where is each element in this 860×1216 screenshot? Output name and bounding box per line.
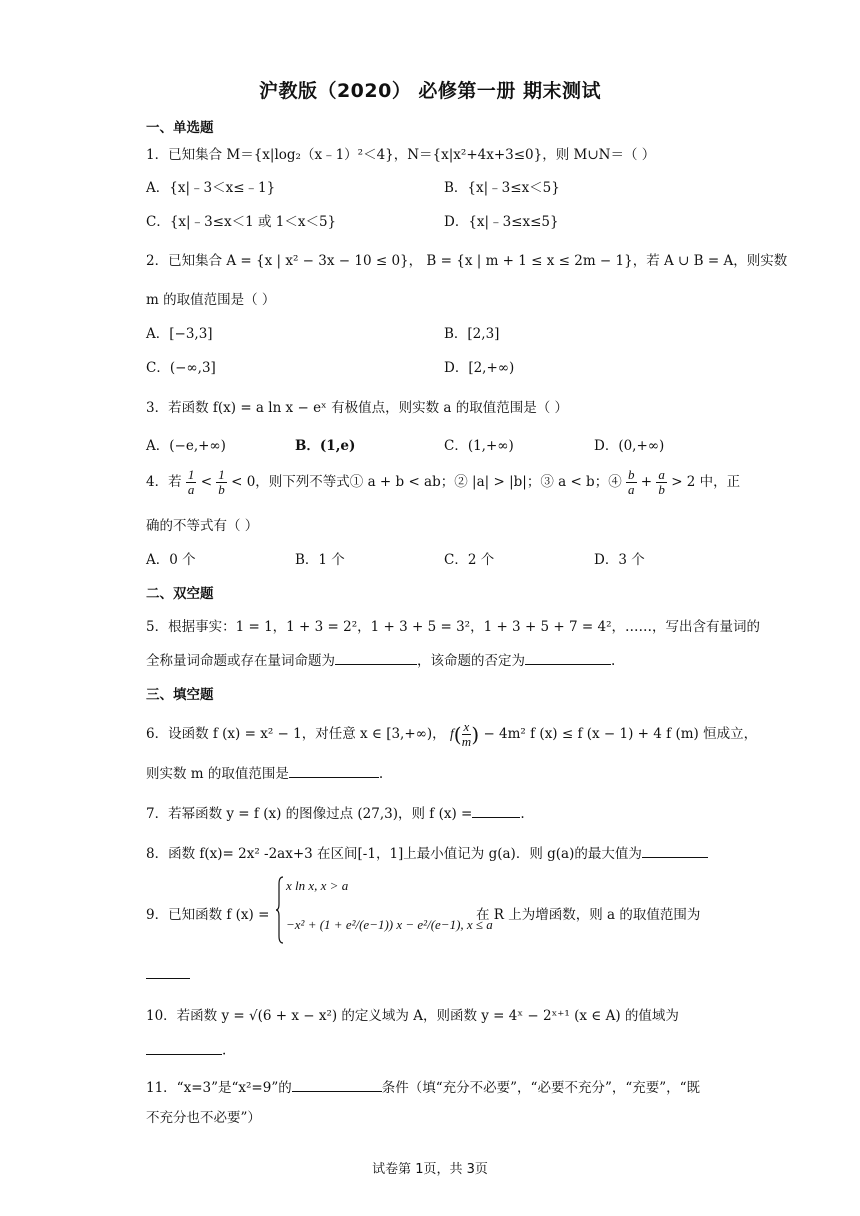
fraction-denominator: a bbox=[187, 482, 195, 497]
question-4-option-c: C．2 个 bbox=[444, 552, 495, 568]
section-heading-single-choice: 一、单选题 bbox=[146, 120, 214, 136]
page-title: 沪教版（2020） 必修第一册 期末测试 bbox=[258, 80, 602, 102]
piecewise-row-2: −x² + (1 + e²/(e−1)) x − e²/(e−1), x ≤ a bbox=[286, 917, 493, 932]
fraction-a-over-b bbox=[656, 468, 667, 497]
question-9-suffix: 在 R 上为增函数，则 a 的取值范围为 bbox=[476, 907, 701, 923]
question-5-text-b: ，该命题的否定为 bbox=[417, 653, 525, 669]
question-4-option-a: A．0 个 bbox=[146, 552, 196, 568]
fraction-1-over-a bbox=[186, 468, 197, 497]
plus-symbol: + bbox=[640, 474, 653, 490]
piecewise-brace-icon bbox=[276, 876, 284, 944]
question-11-text-a: 11．“x=3”是“x²=9”的 bbox=[146, 1080, 292, 1096]
question-4-tail: > 2 中，正 bbox=[671, 474, 741, 490]
question-9-answer-line bbox=[146, 964, 190, 983]
answer-blank[interactable] bbox=[335, 651, 417, 666]
question-6-text-e: . bbox=[378, 766, 384, 782]
question-6-stem-continued bbox=[146, 762, 383, 782]
question-7-text-b: . bbox=[520, 806, 525, 822]
question-1-option-b: B．{x|﹣3≤x＜5} bbox=[444, 180, 560, 196]
question-4-option-b: B．1 个 bbox=[295, 552, 345, 568]
section-heading-double-blank: 二、双空题 bbox=[146, 586, 214, 602]
question-3-option-b: B．(1,e) bbox=[295, 438, 356, 454]
fraction-numerator: b bbox=[628, 467, 635, 482]
question-7-text-a: 7．若幂函数 y = f (x) 的图像过点 (27,3)，则 f (x) = bbox=[146, 806, 473, 822]
answer-blank[interactable] bbox=[289, 764, 379, 779]
fraction-numerator: 1 bbox=[218, 467, 225, 482]
question-1-option-d: D．{x|﹣3≤x≤5} bbox=[444, 214, 559, 230]
function-f: f bbox=[449, 726, 454, 741]
question-2-option-d: D．[2,+∞) bbox=[444, 360, 515, 376]
question-4-middle: < 0，则下列不等式① a + b < ab；② |a| > |b|；③ a < b；④ bbox=[231, 474, 622, 490]
question-6-text-a: 6．设函数 f (x) = x² − 1，对任意 x ∈ [3,+∞)， bbox=[146, 726, 446, 742]
piecewise-row-1: x ln x, x > a bbox=[286, 878, 349, 893]
fraction-denominator: m bbox=[461, 734, 472, 749]
question-11-stem bbox=[146, 1076, 700, 1096]
question-2-stem: 2．已知集合 A = {x | x² − 3x − 10 ≤ 0}， B = {x | m + 1 ≤ x ≤ 2m − 1}，若 A ∪ B = A，则实数 bbox=[146, 253, 788, 269]
question-5-text-a: 全称量词命题或存在量词命题为 bbox=[146, 653, 335, 669]
question-2-option-b: B．[2,3] bbox=[444, 326, 500, 342]
question-8-text: 8．函数 f(x)= 2x² -2ax+3 在区间[-1，1]上最小值记为 g(a)．则 g(a)的最大值为 bbox=[146, 846, 642, 862]
question-5-text-c: . bbox=[611, 653, 616, 669]
answer-blank[interactable] bbox=[472, 804, 520, 819]
question-7-stem bbox=[146, 802, 525, 822]
question-11-text-b: 条件（填“充分不必要”，“必要不充分”，“充要”，“既 bbox=[381, 1080, 701, 1096]
fraction-b-over-a bbox=[626, 468, 637, 497]
question-3-option-c: C．(1,+∞) bbox=[444, 438, 514, 454]
section-heading-fill-blank: 三、填空题 bbox=[146, 687, 214, 703]
less-than-symbol: < bbox=[200, 474, 212, 490]
question-11-stem-continued: 不充分也不必要”） bbox=[146, 1110, 261, 1126]
fraction-numerator: 1 bbox=[187, 467, 195, 482]
question-8-stem bbox=[146, 842, 708, 862]
question-5-stem: 5．根据事实：1 = 1，1 + 3 = 2²，1 + 3 + 5 = 3²，1 + 3 + 5 + 7 = 4²，……，写出含有量词的 bbox=[146, 619, 761, 635]
answer-blank[interactable] bbox=[642, 844, 708, 859]
question-4-stem bbox=[146, 468, 740, 497]
question-4-option-d: D．3 个 bbox=[594, 552, 645, 568]
answer-blank[interactable] bbox=[292, 1078, 382, 1093]
question-1-option-c: C．{x|﹣3≤x＜1 或 1＜x＜5} bbox=[146, 214, 337, 230]
question-2-option-c: C．(−∞,3] bbox=[146, 360, 216, 376]
question-6-text-d: 则实数 m 的取值范围是 bbox=[146, 766, 289, 782]
fraction-numerator: a bbox=[658, 467, 665, 482]
fraction-denominator: b bbox=[658, 482, 665, 497]
answer-blank[interactable] bbox=[146, 1040, 222, 1055]
question-1-stem: 1．已知集合 M＝{x|log₂（x﹣1）²＜4}，N＝{x|x²+4x+3≤0}，则 M∪N＝（ ） bbox=[146, 147, 656, 163]
question-10-stem: 10．若函数 y = √(6 + x − x²) 的定义域为 A，则函数 y = 4ˣ − 2ˣ⁺¹ (x ∈ A) 的值域为 bbox=[146, 1008, 679, 1024]
question-3-option-a: A．(−e,+∞) bbox=[146, 438, 226, 454]
question-4-stem-continued: 确的不等式有（ ） bbox=[146, 518, 259, 534]
question-3-option-d: D．(0,+∞) bbox=[594, 438, 665, 454]
question-10-period: . bbox=[222, 1042, 227, 1059]
answer-blank[interactable] bbox=[146, 964, 190, 979]
question-1-option-a: A．{x|﹣3＜x≤﹣1} bbox=[146, 180, 276, 196]
fraction-denominator: a bbox=[628, 482, 635, 497]
fraction-denominator: b bbox=[218, 482, 225, 497]
fraction-x-over-m bbox=[462, 720, 472, 749]
question-3-stem: 3．若函数 f(x) = a ln x − eˣ 有极值点，则实数 a 的取值范围是（ ） bbox=[146, 400, 568, 416]
question-2-stem-continued: m 的取值范围是（ ） bbox=[146, 292, 276, 308]
question-5-stem-continued bbox=[146, 649, 615, 669]
fraction-1-over-b bbox=[216, 468, 227, 497]
fraction-numerator: x bbox=[463, 719, 470, 734]
page-footer: 试卷第 1页，共 3页 bbox=[372, 1162, 488, 1177]
answer-blank[interactable] bbox=[525, 651, 611, 666]
question-2-option-a: A．[−3,3] bbox=[146, 326, 213, 342]
question-10-stem-continued bbox=[146, 1040, 226, 1059]
question-4-prefix: 4．若 bbox=[146, 474, 182, 490]
question-6-stem: 6．设函数 f (x) = x² − 1，对任意 x ∈ [3,+∞)， f( $\frac{x}{m}$ ) − 4m² f (x) ≤ f (x − 1) + 4 f (m) 恒成立， bbox=[146, 719, 758, 749]
question-6-text-c: − 4m² f (x) ≤ f (x − 1) + 4 f (m) 恒成立， bbox=[483, 726, 758, 742]
question-9-prefix: 9．已知函数 f (x) = bbox=[146, 907, 270, 923]
